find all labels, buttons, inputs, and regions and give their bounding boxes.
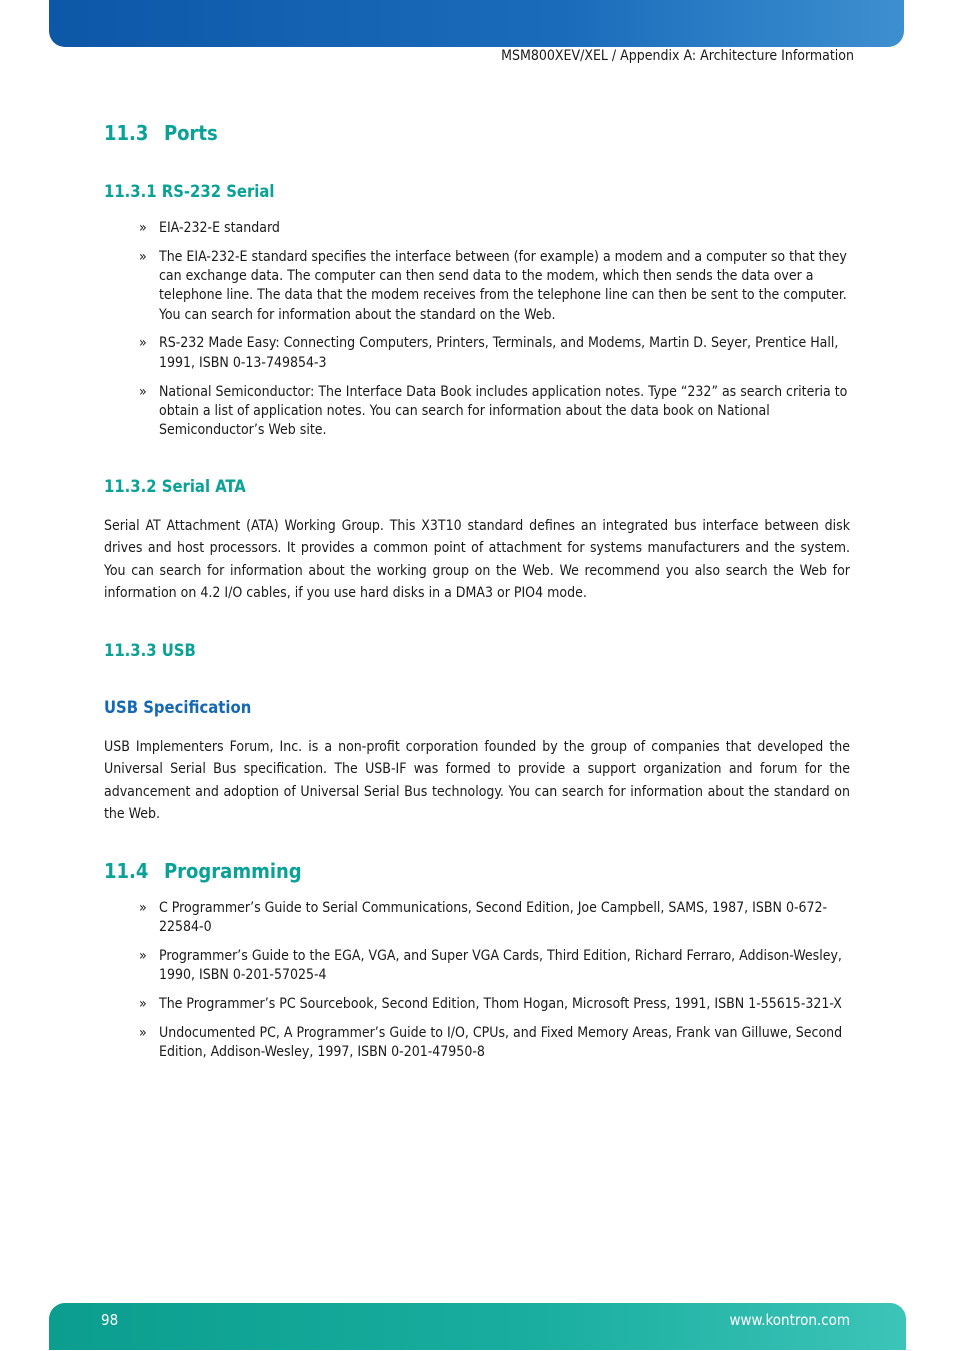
- list-item: » The Programmer’s PC Sourcebook, Second Edition, Thom Hogan, Microsoft Press, 1991, ISBN 1-55615-321-X: [139, 995, 851, 1014]
- rs232-reference-list: [139, 219, 851, 450]
- bullet-marker: »: [139, 220, 147, 236]
- list-item: » EIA-232-E standard: [139, 219, 851, 238]
- usb-specification-heading: USB Specification: [104, 698, 252, 717]
- section-heading-ports: [104, 121, 218, 145]
- bullet-marker: »: [139, 900, 147, 916]
- list-item: » The EIA-232-E standard specifies the interface between (for example) a modem and a computer so that they can exchange data. The computer can then send data to the modem, which then sends the data over a telephone line. The data that the modem receives from the telephone line can then be sent to the computer. You can search for information about the standard on the Web.: [139, 248, 847, 323]
- usb-paragraph: USB Implementers Forum, Inc. is a non-profit corporation founded by the group of companies that developed the Universal Serial Bus specification. The USB-IF was formed to provide a support organization and forum for the advancement and adoption of Universal Serial Bus technology. You can search for information about the standard on the Web.: [104, 739, 850, 823]
- list-item: » RS-232 Made Easy: Connecting Computers, Printers, Terminals, and Modems, Martin D. Seyer, Prentice Hall, 1991, ISBN 0-13-749854-3: [139, 335, 839, 371]
- section-title: Programming: [164, 859, 302, 883]
- page-number: 98: [101, 1311, 119, 1329]
- list-item: » C Programmer’s Guide to Serial Communications, Second Edition, Joe Campbell, SAMS, 1987, ISBN 0-672-22584-0: [139, 900, 828, 936]
- top-banner: [49, 0, 904, 47]
- subsection-heading-sata: 11.3.2 Serial ATA: [104, 477, 246, 496]
- section-title: Ports: [164, 121, 218, 145]
- sata-paragraph: Serial AT Attachment (ATA) Working Group. This X3T10 standard defines an integrated bus interface between disk drives and host processors. It provides a common point of attachment for systems manufacturers and the system. You can search for information about the working group on the Web. We recommend you also search the Web for information on 4.2 I/O cables, if you use hard disks in a DMA3 or PIO4 mode.: [104, 518, 850, 602]
- section-number: 11.3: [104, 121, 149, 145]
- list-item: » National Semiconductor: The Interface Data Book includes application notes. Type “232” as search criteria to obtain a list of application notes. You can search for information about the data book on National Semiconductor’s Web site.: [139, 383, 848, 439]
- bullet-marker: »: [139, 335, 147, 352]
- bullet-marker: »: [139, 996, 147, 1013]
- footer-url[interactable]: www.kontron.com: [729, 1311, 850, 1329]
- subsection-heading-usb: 11.3.3 USB: [104, 641, 196, 660]
- section-heading-programming: [104, 859, 302, 883]
- bullet-marker: »: [139, 383, 147, 400]
- section-number: 11.4: [104, 859, 149, 883]
- running-header: MSM800XEV/XEL / Appendix A: Architecture Information: [501, 48, 854, 64]
- bullet-marker: »: [139, 248, 147, 265]
- list-item: » Programmer’s Guide to the EGA, VGA, and Super VGA Cards, Third Edition, Richard Ferraro, Addison-Wesley, 1990, ISBN 0-201-57025-4: [139, 948, 842, 984]
- list-item: » Undocumented PC, A Programmer’s Guide to I/O, CPUs, and Fixed Memory Areas, Frank van Gilluwe, Second Edition, Addison-Wesley, 1997, ISBN 0-201-47950-8: [139, 1024, 843, 1061]
- programming-reference-list: [139, 899, 851, 1072]
- bullet-marker: »: [139, 948, 147, 965]
- bullet-marker: »: [139, 1024, 147, 1041]
- subsection-heading-rs232: 11.3.1 RS-232 Serial: [104, 182, 275, 201]
